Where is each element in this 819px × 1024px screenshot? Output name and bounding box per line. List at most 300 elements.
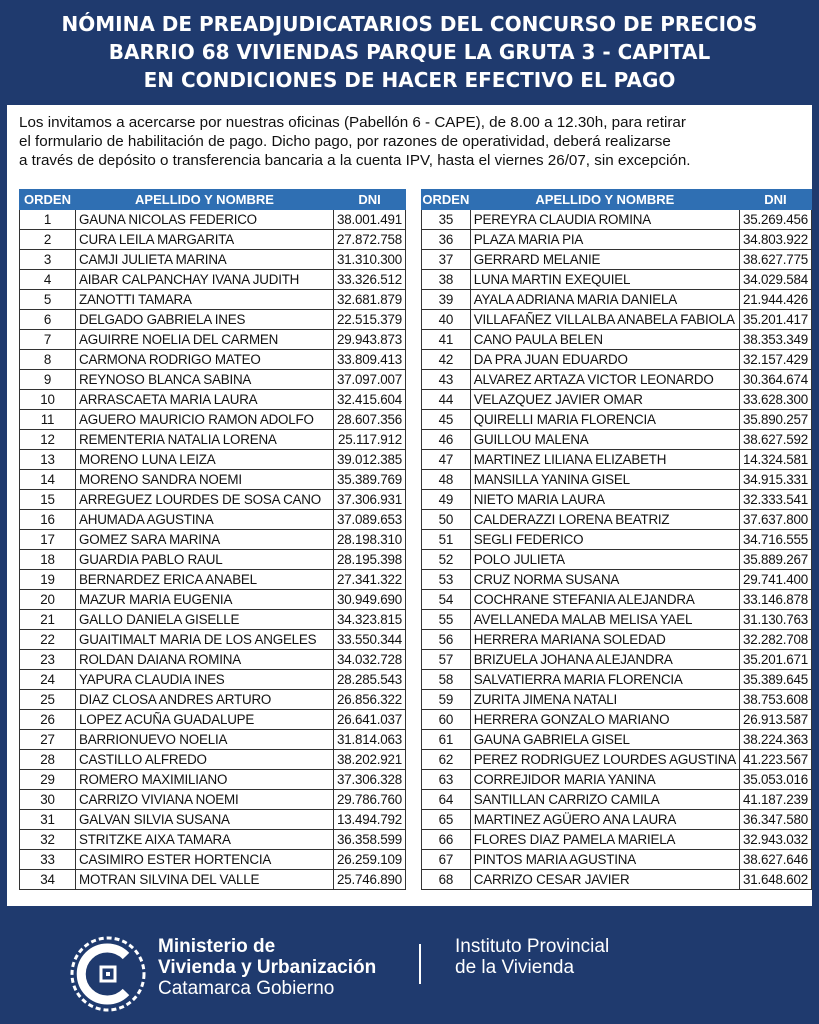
row-name: MAZUR MARIA EUGENIA [76, 590, 334, 610]
table-row [20, 610, 406, 630]
row-orden: 42 [422, 350, 471, 370]
table-body-right [422, 210, 812, 890]
row-orden: 32 [20, 830, 76, 850]
row-orden: 25 [20, 690, 76, 710]
table-row [20, 550, 406, 570]
table-row [20, 430, 406, 450]
row-orden: 24 [20, 670, 76, 690]
table-row [20, 410, 406, 430]
row-dni: 37.306.931 [334, 490, 406, 510]
row-dni: 27.341.322 [334, 570, 406, 590]
row-name: CURA LEILA MARGARITA [76, 230, 334, 250]
table-row [20, 250, 406, 270]
row-orden: 68 [422, 870, 471, 890]
row-name: CORREJIDOR MARIA YANINA [470, 770, 739, 790]
row-dni: 26.913.587 [739, 710, 811, 730]
row-orden: 54 [422, 590, 471, 610]
row-orden: 51 [422, 530, 471, 550]
row-name: HERRERA MARIANA SOLEDAD [470, 630, 739, 650]
beneficiaries-table-right [421, 189, 812, 890]
row-dni: 26.856.322 [334, 690, 406, 710]
table-row [20, 670, 406, 690]
row-orden: 58 [422, 670, 471, 690]
row-dni: 37.637.800 [739, 510, 811, 530]
row-orden: 3 [20, 250, 76, 270]
row-dni: 34.716.555 [739, 530, 811, 550]
header-title-line-3: EN CONDICIONES DE HACER EFECTIVO EL PAGO [143, 68, 676, 92]
footer [0, 906, 819, 1024]
row-name: ROMERO MAXIMILIANO [76, 770, 334, 790]
row-name: STRITZKE AIXA TAMARA [76, 830, 334, 850]
row-orden: 67 [422, 850, 471, 870]
table-row [20, 310, 406, 330]
table-row [422, 570, 812, 590]
row-name: MARTINEZ AGÜERO ANA LAURA [470, 810, 739, 830]
row-dni: 34.032.728 [334, 650, 406, 670]
row-dni: 33.326.512 [334, 270, 406, 290]
row-name: CAMJI JULIETA MARINA [76, 250, 334, 270]
ipv-line-2: de la Vivienda [455, 957, 575, 978]
header-title-line-1: NÓMINA DE PREADJUDICATARIOS DEL CONCURSO DE PRECIOS [61, 12, 758, 36]
header-orden: ORDEN [422, 190, 471, 210]
row-dni: 28.285.543 [334, 670, 406, 690]
row-name: NIETO MARIA LAURA [470, 490, 739, 510]
table-row [20, 790, 406, 810]
row-orden: 5 [20, 290, 76, 310]
table-row [20, 290, 406, 310]
row-dni: 35.389.769 [334, 470, 406, 490]
row-name: VILLAFAÑEZ VILLALBA ANABELA FABIOLA [470, 310, 739, 330]
row-orden: 13 [20, 450, 76, 470]
row-dni: 35.053.016 [739, 770, 811, 790]
table-row [20, 490, 406, 510]
table-row [20, 590, 406, 610]
row-name: BERNARDEZ ERICA ANABEL [76, 570, 334, 590]
table-row [20, 230, 406, 250]
table-row [20, 510, 406, 530]
table-row [20, 630, 406, 650]
row-orden: 57 [422, 650, 471, 670]
row-dni: 26.641.037 [334, 710, 406, 730]
row-dni: 30.949.690 [334, 590, 406, 610]
row-name: AGUERO MAURICIO RAMON ADOLFO [76, 410, 334, 430]
intro-line-2: el formulario de habilitación de pago. Dicho pago, por razones de operatividad, deberá realizarse [19, 133, 671, 150]
row-name: ROLDAN DAIANA ROMINA [76, 650, 334, 670]
row-dni: 38.202.921 [334, 750, 406, 770]
row-name: LUNA MARTIN EXEQUIEL [470, 270, 739, 290]
intro-paragraph [19, 113, 802, 170]
row-orden: 63 [422, 770, 471, 790]
table-row [422, 490, 812, 510]
table-row [422, 410, 812, 430]
row-orden: 9 [20, 370, 76, 390]
row-name: COCHRANE STEFANIA ALEJANDRA [470, 590, 739, 610]
row-name: REYNOSO BLANCA SABINA [76, 370, 334, 390]
row-dni: 35.889.267 [739, 550, 811, 570]
table-row [20, 850, 406, 870]
row-name: ARRASCAETA MARIA LAURA [76, 390, 334, 410]
row-name: CARMONA RODRIGO MATEO [76, 350, 334, 370]
table-row [422, 210, 812, 230]
row-name: SEGLI FEDERICO [470, 530, 739, 550]
page-header [0, 0, 819, 105]
row-name: GALVAN SILVIA SUSANA [76, 810, 334, 830]
row-dni: 33.550.344 [334, 630, 406, 650]
row-dni: 29.943.873 [334, 330, 406, 350]
row-name: AHUMADA AGUSTINA [76, 510, 334, 530]
row-orden: 29 [20, 770, 76, 790]
table-row [422, 250, 812, 270]
row-orden: 53 [422, 570, 471, 590]
row-orden: 15 [20, 490, 76, 510]
row-dni: 37.097.007 [334, 370, 406, 390]
row-dni: 22.515.379 [334, 310, 406, 330]
row-orden: 23 [20, 650, 76, 670]
row-dni: 32.333.541 [739, 490, 811, 510]
row-dni: 34.029.584 [739, 270, 811, 290]
row-name: GUAITIMALT MARIA DE LOS ANGELES [76, 630, 334, 650]
row-name: DA PRA JUAN EDUARDO [470, 350, 739, 370]
row-orden: 62 [422, 750, 471, 770]
row-orden: 61 [422, 730, 471, 750]
footer-divider [419, 944, 421, 984]
row-dni: 38.224.363 [739, 730, 811, 750]
row-orden: 36 [422, 230, 471, 250]
row-orden: 26 [20, 710, 76, 730]
ipv-name [455, 936, 609, 978]
row-name: BRIZUELA JOHANA ALEJANDRA [470, 650, 739, 670]
row-name: BARRIONUEVO NOELIA [76, 730, 334, 750]
row-orden: 18 [20, 550, 76, 570]
row-name: MORENO SANDRA NOEMI [76, 470, 334, 490]
row-dni: 37.089.653 [334, 510, 406, 530]
row-name: AVELLANEDA MALAB MELISA YAEL [470, 610, 739, 630]
row-name: GERRARD MELANIE [470, 250, 739, 270]
row-dni: 28.195.398 [334, 550, 406, 570]
row-dni: 41.223.567 [739, 750, 811, 770]
row-orden: 22 [20, 630, 76, 650]
table-row [20, 570, 406, 590]
row-dni: 33.628.300 [739, 390, 811, 410]
row-name: GUILLOU MALENA [470, 430, 739, 450]
row-name: CARRIZO CESAR JAVIER [470, 870, 739, 890]
row-dni: 38.353.349 [739, 330, 811, 350]
row-name: GAUNA GABRIELA GISEL [470, 730, 739, 750]
row-orden: 14 [20, 470, 76, 490]
table-row [422, 230, 812, 250]
row-orden: 34 [20, 870, 76, 890]
row-dni: 34.915.331 [739, 470, 811, 490]
table-row [20, 650, 406, 670]
row-name: FLORES DIAZ PAMELA MARIELA [470, 830, 739, 850]
row-orden: 33 [20, 850, 76, 870]
row-dni: 34.803.922 [739, 230, 811, 250]
table-row [422, 670, 812, 690]
table-row [422, 370, 812, 390]
row-dni: 28.198.310 [334, 530, 406, 550]
header-title-line-2: BARRIO 68 VIVIENDAS PARQUE LA GRUTA 3 - CAPITAL [108, 40, 711, 64]
row-dni: 35.269.456 [739, 210, 811, 230]
row-name: LOPEZ ACUÑA GUADALUPE [76, 710, 334, 730]
table-row [422, 870, 812, 890]
table-row [422, 650, 812, 670]
row-name: SANTILLAN CARRIZO CAMILA [470, 790, 739, 810]
row-orden: 30 [20, 790, 76, 810]
table-row [422, 770, 812, 790]
row-orden: 37 [422, 250, 471, 270]
row-orden: 7 [20, 330, 76, 350]
row-dni: 31.814.063 [334, 730, 406, 750]
row-dni: 27.872.758 [334, 230, 406, 250]
table-row [20, 530, 406, 550]
row-orden: 60 [422, 710, 471, 730]
table-row [20, 710, 406, 730]
row-orden: 66 [422, 830, 471, 850]
row-dni: 31.648.602 [739, 870, 811, 890]
table-row [20, 350, 406, 370]
row-name: GALLO DANIELA GISELLE [76, 610, 334, 630]
row-orden: 2 [20, 230, 76, 250]
row-orden: 64 [422, 790, 471, 810]
table-row [20, 330, 406, 350]
table-row [20, 390, 406, 410]
row-dni: 28.607.356 [334, 410, 406, 430]
row-dni: 31.130.763 [739, 610, 811, 630]
row-orden: 31 [20, 810, 76, 830]
table-row [422, 470, 812, 490]
table-row [422, 690, 812, 710]
ministerio-name [158, 936, 376, 999]
row-name: YAPURA CLAUDIA INES [76, 670, 334, 690]
row-dni: 21.944.426 [739, 290, 811, 310]
table-row [20, 690, 406, 710]
table-header-row [422, 190, 812, 210]
row-orden: 28 [20, 750, 76, 770]
row-name: ALVAREZ ARTAZA VICTOR LEONARDO [470, 370, 739, 390]
row-name: MORENO LUNA LEIZA [76, 450, 334, 470]
header-name: APELLIDO Y NOMBRE [470, 190, 739, 210]
table-row [422, 810, 812, 830]
row-dni: 32.681.879 [334, 290, 406, 310]
row-dni: 35.890.257 [739, 410, 811, 430]
row-name: MARTINEZ LILIANA ELIZABETH [470, 450, 739, 470]
row-dni: 33.146.878 [739, 590, 811, 610]
row-orden: 59 [422, 690, 471, 710]
row-dni: 32.415.604 [334, 390, 406, 410]
row-name: ZURITA JIMENA NATALI [470, 690, 739, 710]
table-row [422, 710, 812, 730]
row-dni: 32.157.429 [739, 350, 811, 370]
row-orden: 41 [422, 330, 471, 350]
table-row [20, 830, 406, 850]
row-orden: 49 [422, 490, 471, 510]
row-dni: 13.494.792 [334, 810, 406, 830]
row-dni: 36.358.599 [334, 830, 406, 850]
table-row [422, 350, 812, 370]
row-name: REMENTERIA NATALIA LORENA [76, 430, 334, 450]
ministerio-line-3: Catamarca Gobierno [158, 978, 335, 999]
row-dni: 36.347.580 [739, 810, 811, 830]
row-name: CANO PAULA BELEN [470, 330, 739, 350]
row-name: AYALA ADRIANA MARIA DANIELA [470, 290, 739, 310]
row-dni: 29.786.760 [334, 790, 406, 810]
table-row [422, 510, 812, 530]
row-name: DELGADO GABRIELA INES [76, 310, 334, 330]
table-row [422, 430, 812, 450]
row-orden: 52 [422, 550, 471, 570]
ministerio-logo-icon [68, 934, 148, 1014]
row-orden: 40 [422, 310, 471, 330]
row-orden: 47 [422, 450, 471, 470]
row-orden: 16 [20, 510, 76, 530]
row-dni: 29.741.400 [739, 570, 811, 590]
table-row [422, 390, 812, 410]
row-dni: 25.117.912 [334, 430, 406, 450]
table-row [20, 210, 406, 230]
row-orden: 50 [422, 510, 471, 530]
table-row [422, 290, 812, 310]
row-dni: 35.389.645 [739, 670, 811, 690]
table-row [422, 790, 812, 810]
row-orden: 38 [422, 270, 471, 290]
row-name: AGUIRRE NOELIA DEL CARMEN [76, 330, 334, 350]
row-name: POLO JULIETA [470, 550, 739, 570]
row-name: AIBAR CALPANCHAY IVANA JUDITH [76, 270, 334, 290]
row-name: DIAZ CLOSA ANDRES ARTURO [76, 690, 334, 710]
row-orden: 17 [20, 530, 76, 550]
row-orden: 46 [422, 430, 471, 450]
table-row [20, 450, 406, 470]
row-orden: 35 [422, 210, 471, 230]
row-name: CRUZ NORMA SUSANA [470, 570, 739, 590]
table-row [422, 550, 812, 570]
row-dni: 25.746.890 [334, 870, 406, 890]
row-orden: 43 [422, 370, 471, 390]
row-dni: 38.627.775 [739, 250, 811, 270]
header-dni: DNI [334, 190, 406, 210]
row-dni: 38.627.592 [739, 430, 811, 450]
table-row [20, 370, 406, 390]
row-dni: 37.306.328 [334, 770, 406, 790]
row-name: GAUNA NICOLAS FEDERICO [76, 210, 334, 230]
row-orden: 19 [20, 570, 76, 590]
row-dni: 14.324.581 [739, 450, 811, 470]
intro-line-1: Los invitamos a acercarse por nuestras oficinas (Pabellón 6 - CAPE), de 8.00 a 12.30h, para retirar [19, 114, 686, 131]
row-orden: 1 [20, 210, 76, 230]
row-orden: 12 [20, 430, 76, 450]
table-body-left [20, 210, 406, 890]
row-dni: 34.323.815 [334, 610, 406, 630]
row-orden: 27 [20, 730, 76, 750]
table-row [20, 770, 406, 790]
table-row [422, 330, 812, 350]
table-header-row [20, 190, 406, 210]
row-name: SALVATIERRA MARIA FLORENCIA [470, 670, 739, 690]
row-name: CASTILLO ALFREDO [76, 750, 334, 770]
row-dni: 30.364.674 [739, 370, 811, 390]
table-row [422, 750, 812, 770]
row-name: MANSILLA YANINA GISEL [470, 470, 739, 490]
table-row [20, 730, 406, 750]
row-dni: 33.809.413 [334, 350, 406, 370]
row-orden: 4 [20, 270, 76, 290]
row-orden: 56 [422, 630, 471, 650]
row-dni: 35.201.417 [739, 310, 811, 330]
header-dni: DNI [739, 190, 811, 210]
ministerio-line-1: Ministerio de [158, 936, 276, 957]
row-orden: 55 [422, 610, 471, 630]
row-dni: 41.187.239 [739, 790, 811, 810]
row-name: CARRIZO VIVIANA NOEMI [76, 790, 334, 810]
row-orden: 45 [422, 410, 471, 430]
table-row [422, 590, 812, 610]
row-orden: 11 [20, 410, 76, 430]
header-orden: ORDEN [20, 190, 76, 210]
table-row [422, 530, 812, 550]
content-panel [7, 105, 812, 906]
row-orden: 65 [422, 810, 471, 830]
row-name: PINTOS MARIA AGUSTINA [470, 850, 739, 870]
row-orden: 20 [20, 590, 76, 610]
row-name: ZANOTTI TAMARA [76, 290, 334, 310]
row-orden: 21 [20, 610, 76, 630]
beneficiaries-table-left [19, 189, 406, 890]
row-name: CASIMIRO ESTER HORTENCIA [76, 850, 334, 870]
row-name: PEREYRA CLAUDIA ROMINA [470, 210, 739, 230]
row-name: MOTRAN SILVINA DEL VALLE [76, 870, 334, 890]
header-name: APELLIDO Y NOMBRE [76, 190, 334, 210]
row-name: HERRERA GONZALO MARIANO [470, 710, 739, 730]
table-row [422, 630, 812, 650]
row-dni: 31.310.300 [334, 250, 406, 270]
table-row [422, 850, 812, 870]
table-row [20, 750, 406, 770]
row-dni: 26.259.109 [334, 850, 406, 870]
row-dni: 35.201.671 [739, 650, 811, 670]
row-orden: 39 [422, 290, 471, 310]
row-orden: 44 [422, 390, 471, 410]
row-dni: 38.627.646 [739, 850, 811, 870]
table-row [20, 470, 406, 490]
table-row [20, 870, 406, 890]
row-name: ARREGUEZ LOURDES DE SOSA CANO [76, 490, 334, 510]
row-orden: 8 [20, 350, 76, 370]
table-row [422, 450, 812, 470]
row-name: PEREZ RODRIGUEZ LOURDES AGUSTINA [470, 750, 739, 770]
row-name: CALDERAZZI LORENA BEATRIZ [470, 510, 739, 530]
row-name: QUIRELLI MARIA FLORENCIA [470, 410, 739, 430]
row-orden: 6 [20, 310, 76, 330]
table-row [20, 810, 406, 830]
table-row [422, 730, 812, 750]
row-name: GOMEZ SARA MARINA [76, 530, 334, 550]
ministerio-line-2: Vivienda y Urbanización [158, 957, 377, 978]
table-row [422, 610, 812, 630]
row-name: PLAZA MARIA PIA [470, 230, 739, 250]
row-name: VELAZQUEZ JAVIER OMAR [470, 390, 739, 410]
ipv-line-1: Instituto Provincial [455, 936, 610, 957]
row-name: GUARDIA PABLO RAUL [76, 550, 334, 570]
row-dni: 38.753.608 [739, 690, 811, 710]
row-dni: 38.001.491 [334, 210, 406, 230]
row-dni: 32.282.708 [739, 630, 811, 650]
row-dni: 39.012.385 [334, 450, 406, 470]
table-row [422, 310, 812, 330]
table-row [20, 270, 406, 290]
intro-line-3: a través de depósito o transferencia bancaria a la cuenta IPV, hasta el viernes 26/07, sin excepción. [19, 152, 691, 169]
table-row [422, 270, 812, 290]
row-orden: 10 [20, 390, 76, 410]
